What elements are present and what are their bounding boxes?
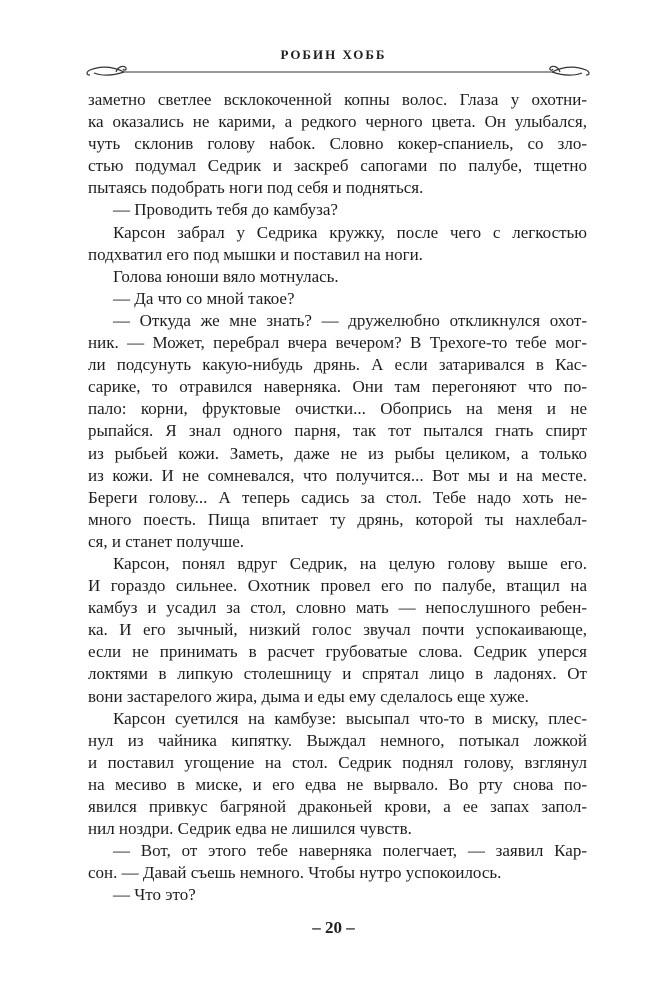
text-line: — Что это?: [113, 885, 196, 905]
text-line: — Да что со мной такое?: [113, 288, 295, 308]
text-line: И гораздо сильнее. Охотник провел его по палубе, втащил на: [88, 576, 587, 596]
paragraph: [88, 884, 587, 906]
paragraph: [88, 222, 587, 266]
paragraph: [88, 553, 587, 708]
text-line: Карсон суетился на камбузе: высыпал что-то в миску, плес-: [113, 708, 587, 728]
text-line: сон. — Давай съешь немного. Чтобы нутро успокоилось.: [88, 863, 502, 883]
paragraph: [88, 708, 587, 841]
paragraph: [88, 89, 587, 199]
ornamental-rule: [82, 62, 594, 82]
text-line: — Проводить тебя до камбуза?: [113, 200, 338, 220]
text-line: локтями в липкую столешницу и спрятал лицо в ладонях. От: [88, 664, 587, 684]
paragraph: [88, 288, 587, 310]
text-line: сарике, то отравился наверняка. Они там перегоняют что по-: [88, 377, 587, 397]
page-number: – 20 –: [312, 918, 355, 937]
text-line: ся, и станет получше.: [88, 531, 245, 551]
text-line: много поесть. Пища впитает ту дрянь, которой ты нахлебал-: [88, 509, 587, 529]
text-line: стью подумал Седрик и заскреб сапогами по палубе, тщетно: [88, 156, 587, 176]
text-line: ли подсунуть какую-нибудь дрянь. А если затаривался в Кас-: [88, 355, 587, 375]
text-line: явился привкус багряной драконьей крови, а ее запах запол-: [88, 797, 587, 816]
text-line: Береги голову... А теперь садись за стол. Тебе надо хоть не-: [88, 487, 587, 507]
text-line: вони застарелого жира, дыма и еды ему сделалось еще хуже.: [88, 686, 529, 706]
text-line: пало: корни, фруктовые очистки... Обопрись на меня и не: [88, 399, 587, 419]
text-line: и поставил угощение на стол. Седрик поднял голову, взглянул: [88, 752, 587, 772]
text-line: ка. И его зычный, низкий голос звучал почти успокаивающе,: [88, 620, 587, 640]
text-line: из рыбьей кожи. Заметь, даже не из рыбы целиком, а только: [88, 443, 587, 463]
text-line: ка оказались не карими, а редкого черного цвета. Он улыбался,: [88, 112, 587, 132]
text-line: — Откуда же мне знать? — дружелюбно откликнулся охот-: [113, 310, 587, 330]
body-text: [88, 89, 587, 906]
text-line: Карсон забрал у Седрика кружку, после чего с легкостью: [113, 222, 587, 242]
text-line: рыпайся. Я знал одного парня, так тот пытался гнать спирт: [88, 421, 587, 441]
text-line: из кожи. И не сомневался, что получится... Вот мы и на месте.: [88, 465, 587, 485]
text-line: если не принимать в расчет грубоватые слова. Седрик уперся: [88, 642, 587, 662]
text-line: пытаясь подобрать ноги под себя и подняться.: [88, 178, 424, 198]
running-title: РОБИН ХОББ: [280, 47, 387, 62]
paragraph: [88, 199, 587, 221]
text-line: на месиво в миске, и его едва не вырвало. Во рту снова по-: [88, 774, 587, 794]
text-line: камбуз и усадил за стол, словно мать — непослушного ребен-: [88, 598, 587, 618]
text-line: ник. — Может, перебрал вчера вечером? В Трехоге-то тебе мог-: [88, 333, 587, 353]
text-line: заметно светлее всклокоченной копны волос. Глаза у охотни-: [88, 90, 587, 109]
text-line: нул из чайника кипятку. Выждал немного, потыкал ложкой: [88, 730, 587, 750]
text-line: Голова юноши вяло мотнулась.: [113, 266, 339, 286]
text-line: — Вот, от этого тебе наверняка полегчает, — заявил Кар-: [113, 841, 587, 861]
paragraph: [88, 266, 587, 288]
paragraph: [88, 840, 587, 884]
text-line: Карсон, понял вдруг Седрик, на целую голову выше его.: [113, 553, 587, 573]
paragraph: [88, 310, 587, 553]
text-line: чуть склонив голову набок. Словно кокер-спаниель, со зло-: [88, 134, 587, 154]
text-line: нил ноздри. Седрик едва не лишился чувств.: [88, 819, 412, 839]
text-line: подхватил его под мышки и поставил на ноги.: [88, 244, 423, 264]
